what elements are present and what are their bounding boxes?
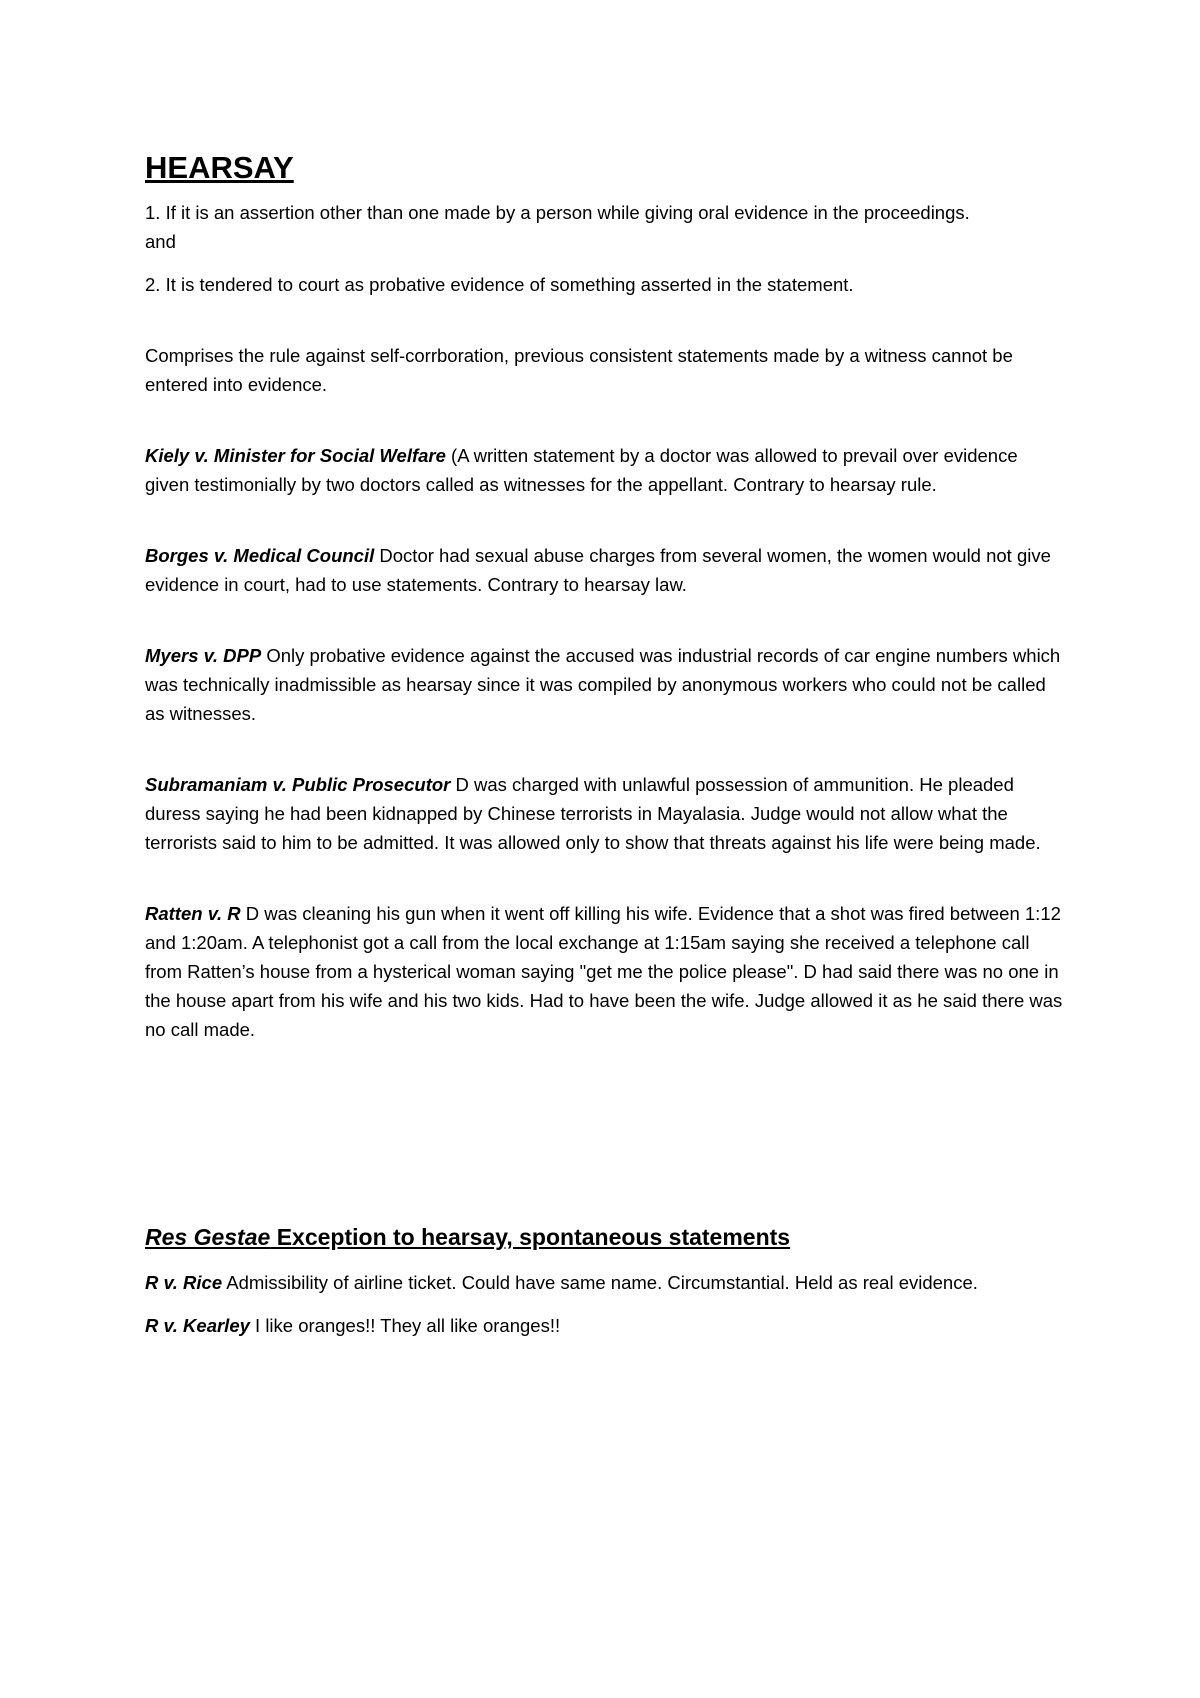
case-text: D was cleaning his gun when it went off killing his wife. Evidence that a shot was fired between 1:12 and 1:20am. A telephonist got a call from the local exchange at 1:15am saying she received a telephone call from Ratten’s house from a hysterical woman saying "get me the police please". D had said there was no one in the house apart from his wife and his two kids. Had to have been the wife. Judge allowed it as he said there was no call made. [145, 903, 1063, 1040]
case-text: Only probative evidence against the accused was industrial records of car engine numbers which was technically inadmissible as hearsay since it was compiled by anonymous workers who could not be called as witnesses. [145, 645, 1061, 724]
case-text: (A written statement by a doctor was allowed to prevail over evidence given testimonially by two doctors called as witnesses for the appellant. Contrary to hearsay rule. [145, 445, 1018, 495]
case-borges [145, 541, 1065, 599]
case-myers [145, 641, 1065, 728]
case-kiely [145, 441, 1065, 499]
case-rice [145, 1268, 1065, 1297]
case-name: R v. Rice [145, 1272, 223, 1293]
point-1: 1. If it is an assertion other than one made by a person while giving oral evidence in the proceedings. [145, 202, 970, 223]
case-name: Kiely v. Minister for Social Welfare [145, 445, 446, 466]
case-text: Doctor had sexual abuse charges from several women, the women would not give evidence in court, had to use statements. Contrary to hearsay law. [145, 545, 1051, 595]
case-name: R v. Kearley [145, 1315, 250, 1336]
case-text: I like oranges!! They all like oranges!! [249, 1315, 561, 1336]
section-heading-res-gestae [145, 1220, 1065, 1254]
case-ratten [145, 899, 1065, 1044]
point-1-and: and [145, 231, 176, 252]
case-kearley [145, 1311, 1065, 1340]
case-name: Borges v. Medical Council [145, 545, 375, 566]
point-2: 2. It is tendered to court as probative evidence of something asserted in the statement. [145, 274, 854, 295]
comprises-paragraph: Comprises the rule against self-corrboration, previous consistent statements made by a witness cannot be entered into evidence. [145, 345, 1013, 395]
case-name: Myers v. DPP [145, 645, 262, 666]
document-content [145, 148, 1065, 1340]
case-text: D was charged with unlawful possession of ammunition. He pleaded duress saying he had been kidnapped by Chinese terrorists in Mayalasia. Judge would not allow what the terrorists said to him to be admitted. It was allowed only to show that threats against his life were being made. [145, 774, 1041, 853]
section-heading-italic: Res Gestae [145, 1224, 271, 1250]
page-title: HEARSAY [145, 150, 294, 185]
case-name: Ratten v. R [145, 903, 241, 924]
case-subramaniam [145, 770, 1065, 857]
case-name: Subramaniam v. Public Prosecutor [145, 774, 451, 795]
section-heading-rest: Exception to hearsay, spontaneous statements [270, 1224, 791, 1250]
case-text: Admissibility of airline ticket. Could have same name. Circumstantial. Held as real evidence. [222, 1272, 978, 1293]
